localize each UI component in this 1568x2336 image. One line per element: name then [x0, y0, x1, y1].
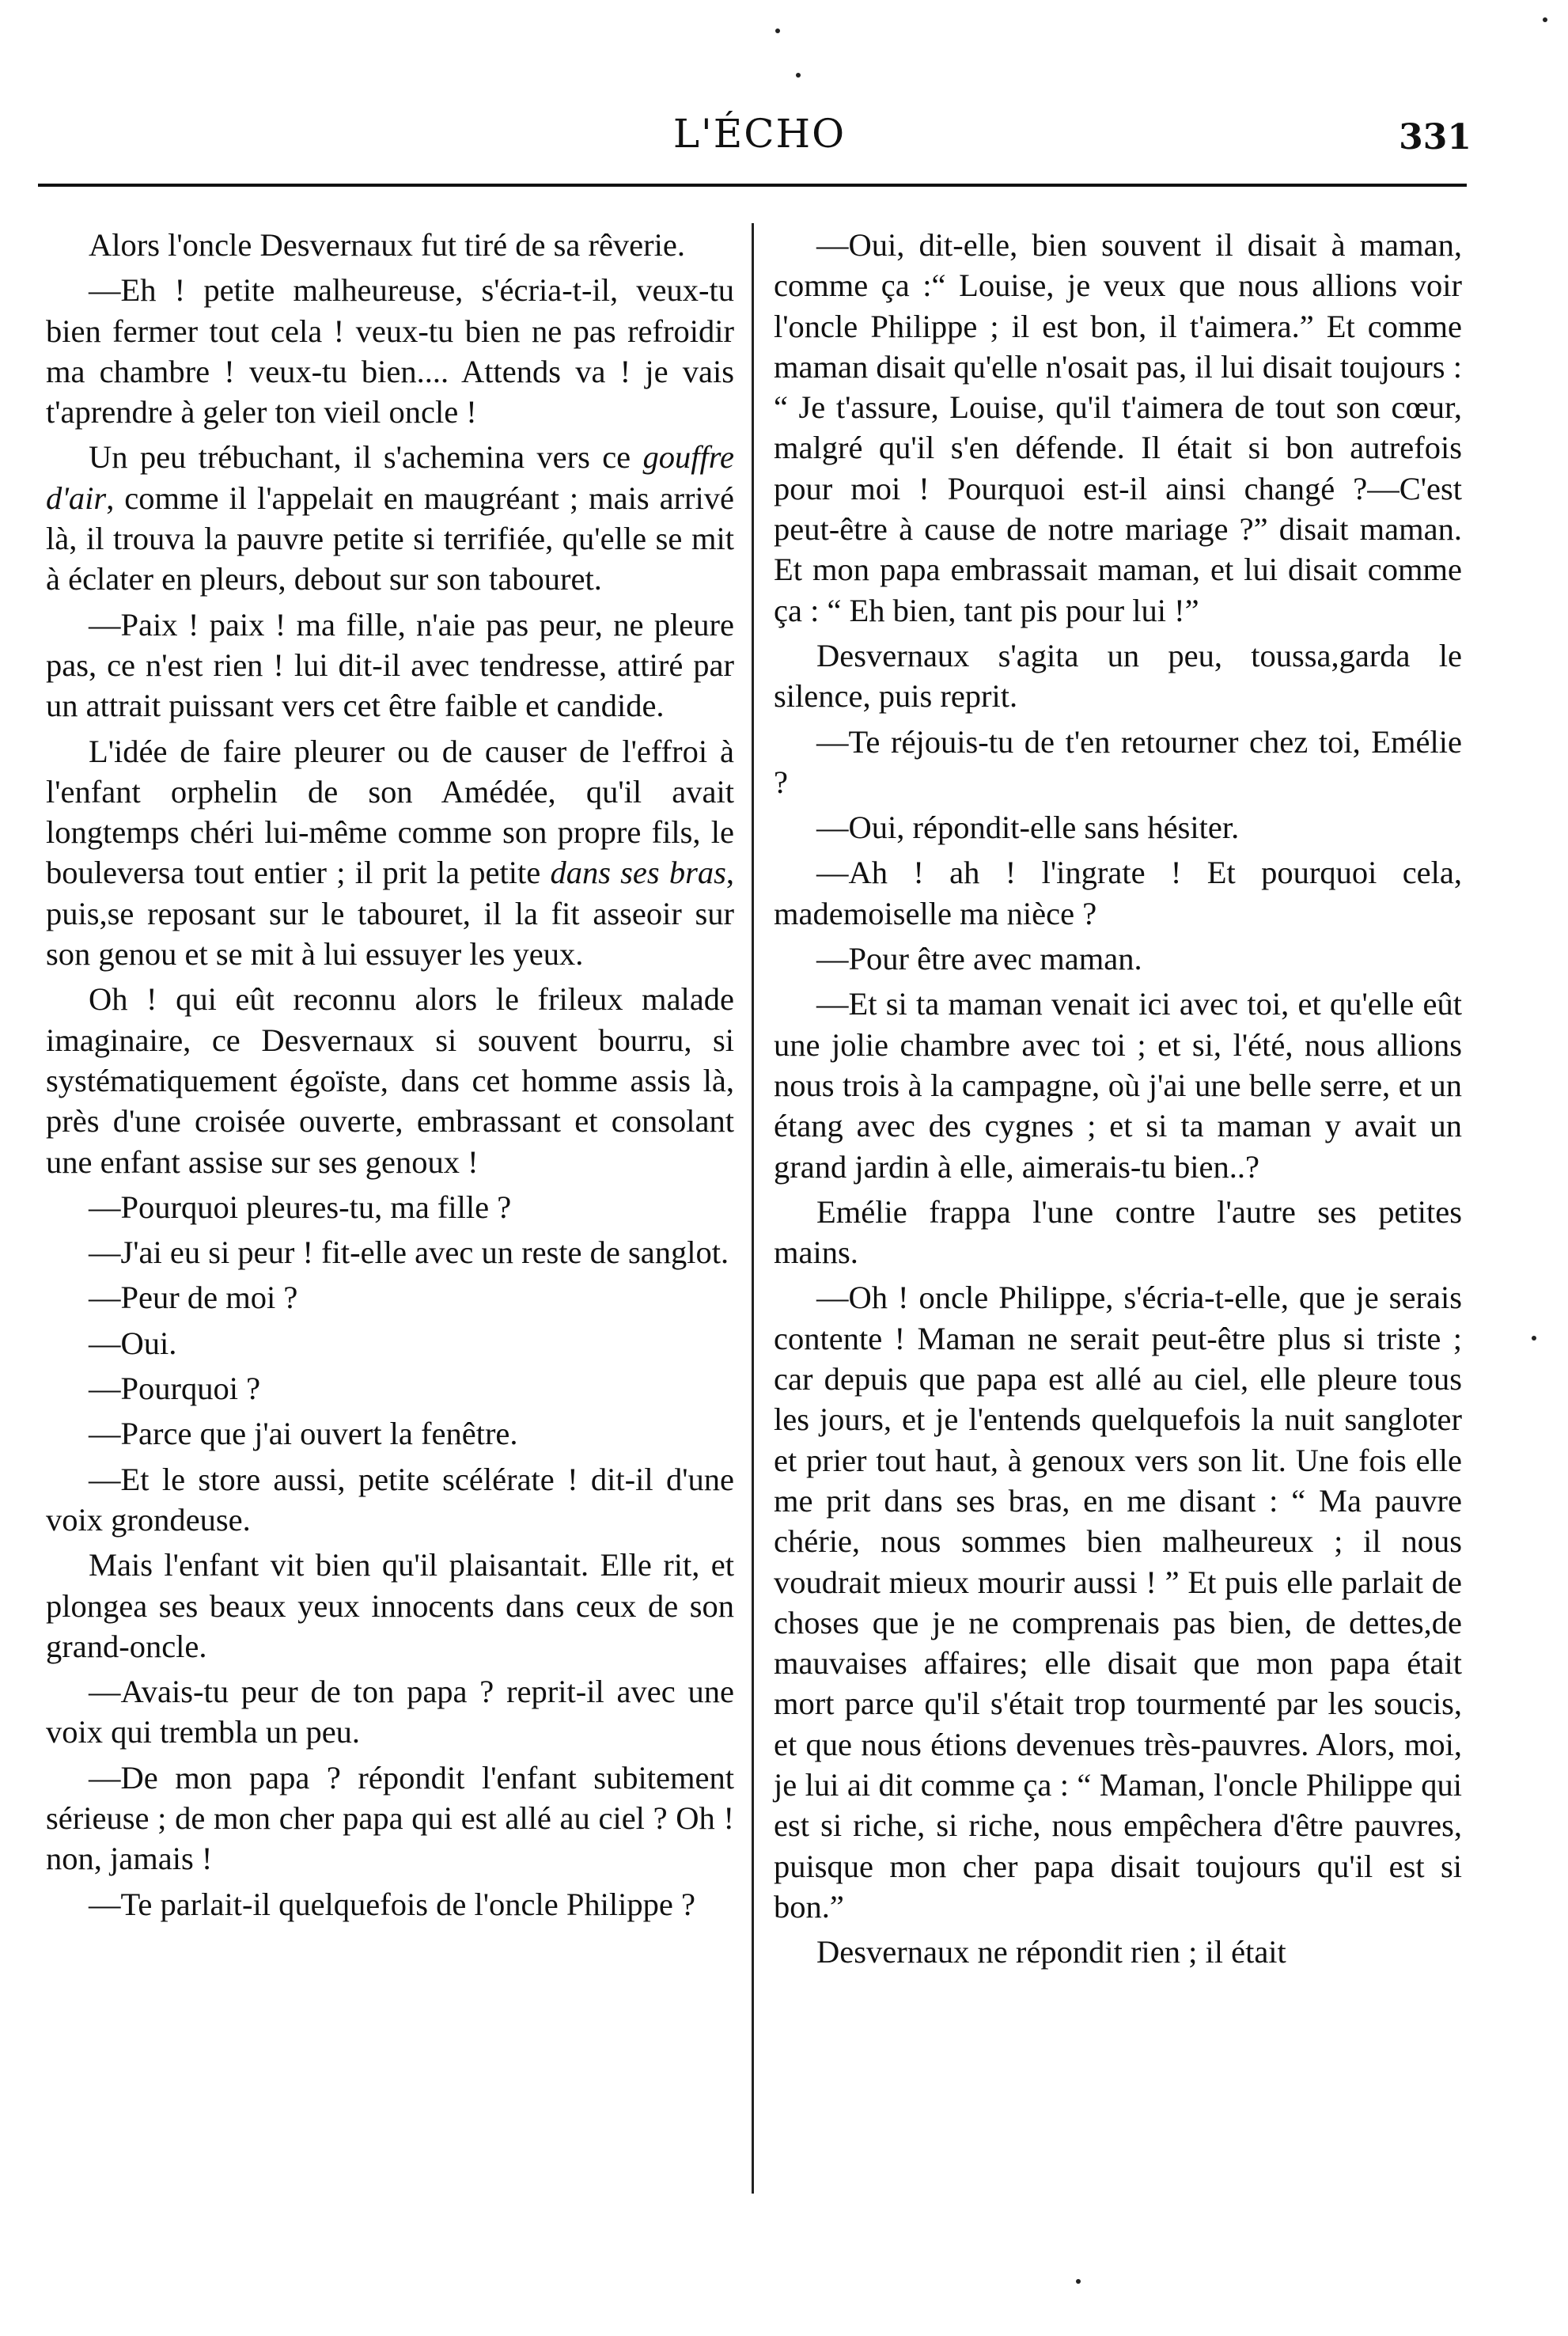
text-run: Alors l'oncle Desvernaux fut tiré de sa rêverie.: [89, 227, 685, 263]
text-run: Emélie frappa l'une contre l'autre ses petites mains.: [774, 1193, 1462, 1271]
paragraph: [46, 1413, 734, 1454]
print-speck: [1532, 1336, 1536, 1341]
print-speck: [1076, 2279, 1081, 2284]
paragraph: [774, 984, 1462, 1186]
left-column: [46, 225, 734, 1929]
paragraph: [46, 979, 734, 1181]
paragraph: [46, 270, 734, 432]
paragraph: [46, 1277, 734, 1318]
paragraph: [46, 437, 734, 599]
text-run: —Peur de moi ?: [89, 1280, 298, 1316]
page-header: [47, 111, 1471, 174]
paragraph: [774, 225, 1462, 631]
italic-phrase: gouffre d'air: [46, 439, 734, 516]
print-speck: [1543, 17, 1547, 22]
text-run: —Paix ! paix ! ma fille, n'aie pas peur, ne pleure pas, ce n'est rien ! lui dit-il avec tendresse, attiré par un attrait puissant vers cet être faible et candide.: [46, 606, 734, 724]
text-run: —Ah ! ah ! l'ingrate ! Et pourquoi cela, mademoiselle ma nièce ?: [774, 855, 1462, 931]
paragraph: [774, 722, 1462, 803]
text-run: Mais l'enfant vit bien qu'il plaisantait. Elle rit, et plongea ses beaux yeux innocents dans ceux de son grand-oncle.: [46, 1547, 734, 1664]
column-divider: [752, 223, 754, 2194]
text-run: Desvernaux s'agita un peu, toussa,garda le silence, puis reprit.: [774, 637, 1462, 715]
text-run: L'idée de faire pleurer ou de causer de l'effroi à l'enfant orphelin de son Amédée, qu'il avait longtemps chéri lui-même comme son propre fils, le bouleversa tout entier ; il prit la petite: [46, 733, 734, 891]
text-run: —Pour être avec maman.: [816, 941, 1142, 977]
paragraph: [774, 635, 1462, 717]
text-run: , comme il l'appelait en maugréant ; mais arrivé là, il trouva la pauvre petite si terrifiée, qu'elle se mit à éclater en pleurs, debout sur son tabouret.: [46, 480, 734, 597]
paragraph: [46, 1545, 734, 1667]
text-run: Un peu trébuchant, il s'achemina vers ce: [89, 439, 643, 476]
paragraph: [46, 225, 734, 265]
text-run: —Avais-tu peur de ton papa ? reprit-il avec une voix qui trembla un peu.: [46, 1674, 734, 1750]
paragraph: [774, 939, 1462, 979]
italic-phrase: dans ses bras: [550, 855, 726, 891]
paragraph: [46, 1323, 734, 1363]
paragraph: [46, 1884, 734, 1925]
page-number: 331: [1399, 117, 1471, 157]
text-run: —Pourquoi pleures-tu, ma fille ?: [89, 1189, 512, 1225]
paragraph: [46, 605, 734, 726]
paragraph: [774, 1192, 1462, 1273]
text-run: —J'ai eu si peur ! fit-elle avec un reste de sanglot.: [89, 1234, 729, 1271]
print-speck: [775, 28, 780, 33]
text-run: —Oui, dit-elle, bien souvent il disait à maman, comme ça :“ Louise, je veux que nous allions voir l'oncle Philippe ; il est bon, il t'aimera.” Et comme maman disait qu'elle n'osait pas, il lui disait toujours : “ Je t'assure, Louise, qu'il t'aimera de tout son cœur, malgré qu'il s'en défende. Il était si bon autrefois pour moi ! Pourquoi est-il ainsi changé ?—C'est peut-être à cause de notre mariage ?” disait maman. Et mon papa embrassait maman, et lui disait comme ça : “ Eh bien, tant pis pour lui !”: [774, 227, 1462, 628]
paragraph: [46, 1187, 734, 1227]
text-run: Desvernaux ne répondit rien ; il était: [816, 1934, 1286, 1970]
text-run: —Parce que j'ai ouvert la fenêtre.: [89, 1416, 518, 1452]
text-run: —Oui.: [89, 1325, 177, 1361]
text-run: —Te parlait-il quelquefois de l'oncle Philippe ?: [89, 1886, 695, 1922]
text-run: —Te réjouis-tu de t'en retourner chez toi, Emélie ?: [774, 723, 1462, 800]
paragraph: [774, 1277, 1462, 1927]
right-column: [774, 225, 1462, 1977]
header-rule: [38, 184, 1467, 187]
paragraph: [46, 1368, 734, 1409]
paragraph: [774, 807, 1462, 848]
paragraph: [46, 1459, 734, 1541]
print-speck: [796, 73, 801, 78]
text-run: —Et si ta maman venait ici avec toi, et qu'elle eût une jolie chambre avec toi ; et si, l'été, nous allions nous trois à la campagne, où j'ai une belle serre, et un étang avec des cygnes ; et si ta maman y avait un grand jardin à elle, aimerais-tu bien..?: [774, 986, 1462, 1185]
text-run: , puis,se reposant sur le tabouret, il la fit asseoir sur son genou et se mit à lui essuyer les yeux.: [46, 855, 734, 973]
paragraph: [46, 1232, 734, 1272]
paragraph: [46, 1758, 734, 1879]
paragraph: [46, 731, 734, 975]
text-run: Oh ! qui eût reconnu alors le frileux malade imaginaire, ce Desvernaux si souvent bourru, si systématiquement égoïste, dans cet homme assis là, près d'une croisée ouverte, embrassant et consolant une enfant assise sur ses genoux !: [46, 981, 734, 1180]
text-run: —Et le store aussi, petite scélérate ! dit-il d'une voix grondeuse.: [46, 1461, 734, 1538]
text-run: —Oh ! oncle Philippe, s'écria-t-elle, que je serais contente ! Maman ne serait peut-être plus si triste ; car depuis que papa est allé au ciel, elle pleure tous les jours, et je l'entends quelquefois la nuit sangloter et prier tout haut, à genoux vers son lit. Une fois elle me prit dans ses bras, en me disant : “ Ma pauvre chérie, nous sommes bien malheureux ; il nous voudrait mieux mourir aussi ! ” Et puis elle parlait de choses que je ne comprenais pas bien, de dettes,de mauvaises affaires; elle disait que mon papa était mort parce qu'il s'était trop tourmenté par les soucis, et que nous étions devenues très-pauvres. Alors, moi, je lui ai dit comme ça : “ Maman, l'oncle Philippe qui est si riche, si riche, nous empêchera d'être pauvres, puisque mon cher papa disait toujours qu'il est si bon.”: [774, 1280, 1462, 1925]
text-run: —Eh ! petite malheureuse, s'écria-t-il, veux-tu bien fermer tout cela ! veux-tu bien ne pas refroidir ma chambre ! veux-tu bien.... Attends va ! je vais t'aprendre à geler ton vieil oncle !: [46, 272, 734, 430]
paragraph: [774, 852, 1462, 934]
running-title: L'ÉCHO: [672, 111, 846, 157]
text-run: —Pourquoi ?: [89, 1371, 261, 1407]
text-run: —Oui, répondit-elle sans hésiter.: [816, 810, 1240, 846]
text-run: —De mon papa ? répondit l'enfant subitement sérieuse ; de mon cher papa qui est allé au ciel ? Oh ! non, jamais !: [46, 1759, 734, 1877]
paragraph: [46, 1671, 734, 1753]
paragraph: [774, 1932, 1462, 1972]
